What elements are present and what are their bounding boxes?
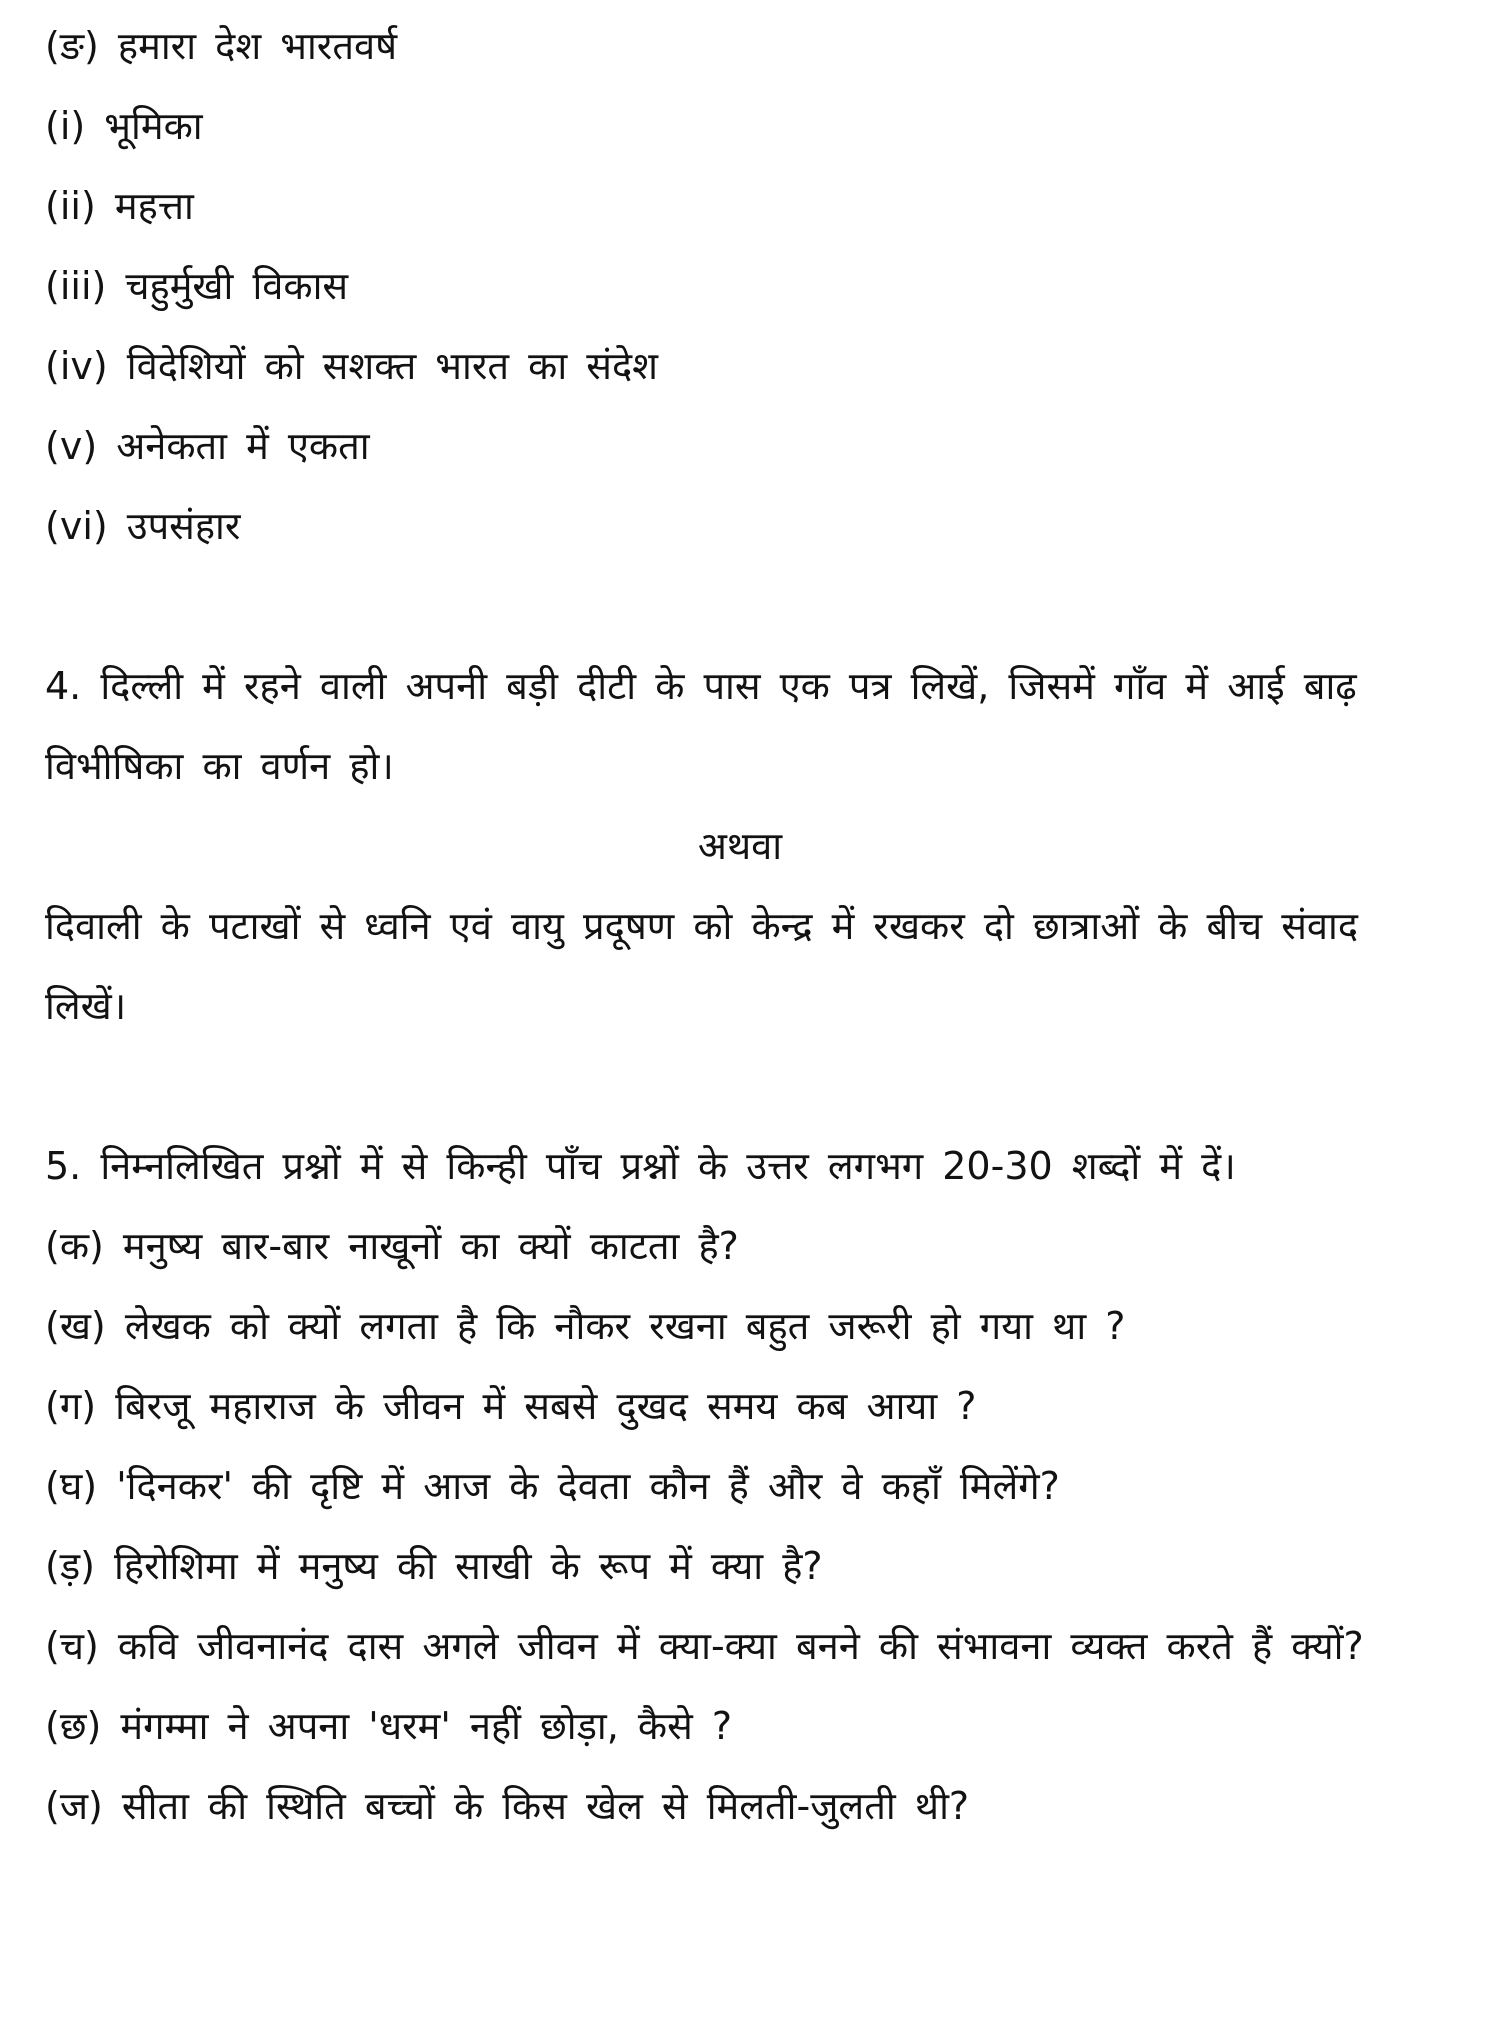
question-5-item: (च) कवि जीवनानंद दास अगले जीवन में क्या-क्या बनने की संभावना व्यक्त करते हैं क्यों?	[45, 1624, 1364, 1668]
essay-outline-section	[45, 6, 1435, 566]
question-5-section	[45, 1126, 1435, 1846]
outline-point: (iii) चहुर्मुखी विकास	[45, 264, 349, 308]
outline-point: (vi) उपसंहार	[45, 504, 241, 548]
outline-point: (ii) महत्ता	[45, 184, 194, 228]
question-5-item: (ज) सीता की स्थिति बच्चों के किस खेल से मिलती-जुलती थी?	[45, 1784, 970, 1828]
question-4-alternative: दिवाली के पटाखों से ध्वनि एवं वायु प्रदूषण को केन्द्र में रखकर दो छात्राओं के बीच संवाद लिखें।	[45, 904, 1359, 1028]
outline-heading: (ङ) हमारा देश भारतवर्ष	[45, 24, 398, 68]
question-5-item: (घ) 'दिनकर' की दृष्टि में आज के देवता कौन हैं और वे कहाँ मिलेंगे?	[45, 1464, 1060, 1508]
outline-point: (iv) विदेशियों को सशक्त भारत का संदेश	[45, 344, 658, 388]
question-5-item: (ख) लेखक को क्यों लगता है कि नौकर रखना बहुत जरूरी हो गया था ?	[45, 1304, 1126, 1348]
outline-point: (i) भूमिका	[45, 104, 203, 148]
question-4-section	[45, 646, 1435, 1046]
question-5-item: (क) मनुष्य बार-बार नाखूनों का क्यों काटता है?	[45, 1224, 739, 1268]
question-4-text: 4. दिल्ली में रहने वाली अपनी बड़ी दीटी के पास एक पत्र लिखें, जिसमें गाँव में आई बाढ़ विभीषिका का वर्णन हो।	[45, 664, 1357, 788]
question-5-intro: 5. निम्नलिखित प्रश्नों में से किन्ही पाँच प्रश्नों के उत्तर लगभग 20-30 शब्दों में दें।	[45, 1144, 1236, 1188]
or-separator: अथवा	[697, 824, 783, 868]
outline-point: (v) अनेकता में एकता	[45, 424, 370, 468]
question-5-item: (ग) बिरजू महाराज के जीवन में सबसे दुखद समय कब आया ?	[45, 1384, 977, 1428]
question-5-item: (ड़) हिरोशिमा में मनुष्य की साखी के रूप में क्या है?	[45, 1544, 823, 1588]
question-5-item: (छ) मंगम्मा ने अपना 'धरम' नहीं छोड़ा, कैसे ?	[45, 1704, 733, 1748]
